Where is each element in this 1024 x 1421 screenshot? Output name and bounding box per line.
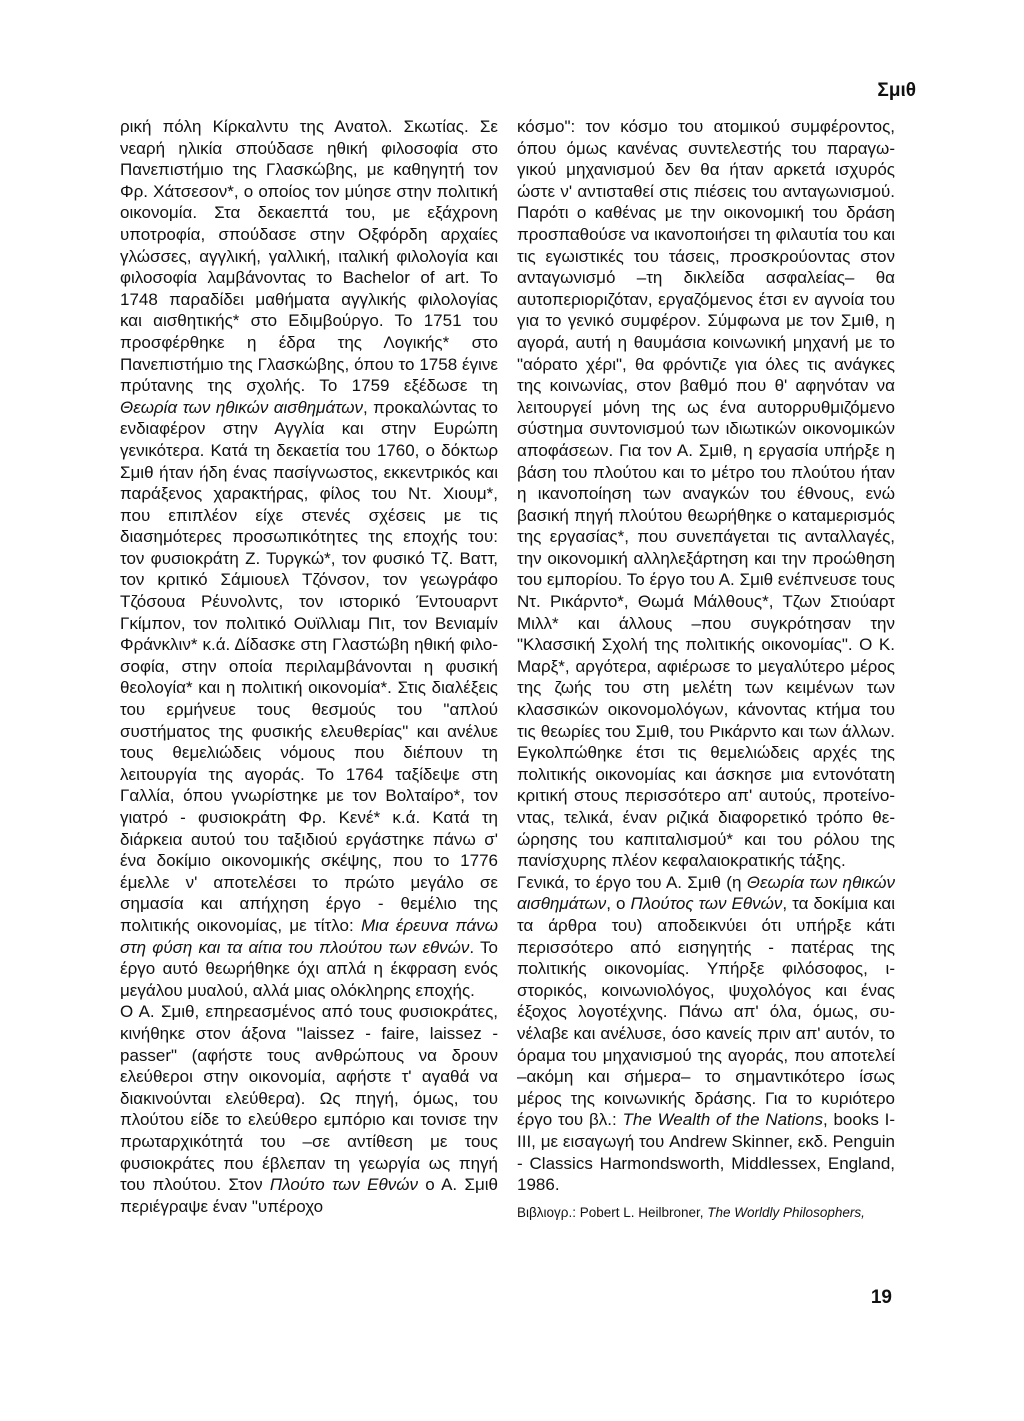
paragraph: [517, 872, 895, 1196]
bibliography-note: [517, 1202, 895, 1224]
text-span: ο Α. Σμιθ περιέγραψε έναν "υπέροχο: [120, 1175, 498, 1216]
book-title: Θεωρία των ηθικών αισθημάτων: [120, 397, 363, 417]
book-title: Θεωρία των ηθικών αισθημάτων: [517, 872, 895, 914]
right-column: [517, 116, 895, 1223]
paragraph: [120, 1001, 498, 1217]
text-span: . Το έργο αυτό θεωρήθηκε όχι απλά η έκφραση ενός μεγάλου μυαλού, αλλά μιας ολόκληρης εποχής.: [120, 937, 498, 1000]
book-title: Μια έρευνα πάνω στη φύση και τα αίτια του πλούτου των εθνών: [120, 915, 498, 957]
paragraph: [517, 116, 895, 872]
text-span: Γενικά, το έργο του Α. Σμιθ (η: [517, 872, 747, 892]
paragraph: [120, 116, 498, 1001]
text-span: , προκαλώντας το ενδιαφέρον στην Αγγλία και στην Ευρώπη γενικότερα. Κατά τη δεκαετία του 1760, ο δόκτωρ Σμιθ ήταν ήδη ένας πασίγνωστος, εκκεντρικός και παράξενος χαρακτήρας, φίλος του Ντ. Χιουμ*, που επιπλέον είχε στενές σχέσεις με τις διασημότερες προσωπικότητες της εποχής του: τον φυσιοκράτη Ζ. Τυργκώ*, τον φυσικό Τζ. Βατт, τον κριτικό Σάμιουελ Τζόνσον, τον γεωγράφο Τζόσουα Ρέυνολντς, τον ιστορικό Έντουαρντ Γκίμπον, τον πολιτικό Ουϊλλιαμ Πιτ, τον Βενιαμίν Φράνκλιν* κ.ά. Δίδασκε στη Γλαστώβη ηθική φιλοσοφία, στην οποία περιλαμβάνονται η φυσική θεολογία* και η πολιτική οικονομία*. Στις διαλέξεις του ερμήνευε τους θεσμούς του "απλού συστήματος της φυσικής ελευθερίας" και ανέλυε τους θεμελιώδεις νόμους που διέπουν τη λειτουργία της αγοράς. Το 1764 ταξίδεψε στη Γαλλία, όπου γνωρίστηκε με τον Βολταίρο*, τον γιατρό - φυσιοκράτη Φρ. Κενέ* κ.ά. Κατά τη διάρκεια αυτού του ταξιδιού εργάστηκε πάνω σ' ένα δοκίμιο οικονομικής σκέψης, που το 1776 έμελλε ν' αποτελέσει το πρώτο μεγάλο σε σημασία και απήχηση έργο - θεμέλιο της πολιτικής οικονομίας, με τίτλο:: [120, 397, 498, 935]
page-number: 19: [870, 1287, 892, 1308]
text-span: , books I-III, με εισαγωγή του Andrew Skinner, εκδ. Penguin - Classics Harmondsworth, Middlessex, England, 1986.: [517, 1110, 895, 1195]
text-span: Ο Α. Σμιθ, επηρεασμένος από τους φυσιοκράτες, κινήθηκε στον άξονα "laissez - faire, laissez - passer" (αφήστε τους ανθρώπους να δρουν ελεύθεροι στην οικονομία, αφήστε τ' αγαθά να διακινούνται ελεύθερα). Ως πηγή, όμως, του πλούτου είδε το ελεύθερο εμπόριο και τονισε την πρωταρχικότητά του –σε αντίθεση με τους φυσιοκράτες που έβλεπαν τη γεωργία ως πηγή του πλούτου. Στον: [120, 1002, 498, 1195]
book-title: Πλούτο των Εθνών: [269, 1175, 418, 1195]
text-span: ρική πόλη Κίρκαλντυ της Ανατολ. Σκωτίας. Σε νεαρή ηλικία σπούδασε ηθική φιλοσοφία στο Πανεπιστήμιο της Γλασκώβης, με καθηγητή τον Φρ. Χάτσεσον*, ο οποίος τον μύησε στην πολιτική οικονομία. Στα δεκαεπτά του, με εξάχρονη υποτροφία, σπούδασε στην Οξφόρδη αρχαίες γλώσσες, αγγλική, γαλλική, ιταλική φιλολογία και φιλοσοφία λαμβάνοντας το Bachelor of art. Το 1748 παραδίδει μαθήματα αγγλικής φιλολογίας και αισθητικής* στο Εδιμβούργο. Το 1751 του προσφέρθηκε η έδρα της Λογικής* στο Πανεπιστήμιο της Γλασκώβης, όπου το 1758 έγινε πρύτανης της σχολής. Το 1759 εξέδωσε τη: [120, 117, 498, 396]
text-span: , ο: [606, 894, 631, 914]
text-span: , τα δοκίμια και τα άρθρα του) αποδεικνύει ότι υπήρξε κάτι περισσότερο από εισηγητής - πατέρας της πολιτικής οικονομίας. Υπήρξε φιλόσοφος, ιστορικός, κοινωνιολόγος, ψυχολόγος και ένας έξοχος λογοτέχνης. Πάνω απ' όλα, όμως, συνέλαβε και ανέλυσε, όσο κανείς πριν απ' αυτόν, το όραμα του μηχανισμού της αγοράς, που αποτελεί –ακόμη και σήμερα– το σημαντικότερο ίσως μέρος της κοινωνικής δράσης. Για το κυριότερο έργο του βλ.:: [517, 894, 896, 1130]
left-column: [120, 116, 498, 1217]
book-title: Πλούτος των Εθνών: [630, 894, 783, 914]
running-head: Σμιθ: [877, 80, 916, 101]
book-title: The Wealth of the Nations: [622, 1110, 823, 1130]
text-span: Βιβλιογρ.: Pobert L. Heilbroner,: [517, 1204, 708, 1220]
text-span: κόσμο": τον κόσμο του ατομικού συμφέροντος, όπου όμως κανένας συντελεστής του παραγωγικού μηχανισμού δεν θα ήταν αρκετά ισχυρός ώστε ν' αντισταθεί στις πιέσεις του ανταγωνισμού. Παρότι ο καθένας με την οικονομική του δράση προσπαθούσε να ικανοποιήσει τη φιλαυτία του και τις εγωιστικές του τάσεις, προσκρούοντας στον ανταγωνισμό –τη δικλείδα ασφαλείας– θα αυτοπεριοριζόταν, εργαζόμενος έτσι εν αγνοία του για το γενικό συμφέρον. Σύμφωνα με τον Σμιθ, η αγορά, αυτή η θαυμάσια κοινωνική μηχανή με το "αόρατο χέρι", θα φρόντιζε για όλες τις ανάγκες της κοινωνίας, στον βαθμό που θ' αφηνόταν να λειτουργεί μόνη της ως ένα αυτορρυθμιζόμενο σύστημα συντονισμού των ιδιωτικών οικονομικών αποφάσεων. Για τον Α. Σμιθ, η εργασία υπήρξε η βάση του πλούτου και το μέτρο του πλούτου ήταν η ικανοποίηση των αναγκών του έθνους, ενώ βασική πηγή πλούτου θεωρήθηκε ο καταμερισμός της εργασίας*, που συνεπάγεται τις ανταλλαγές, την οικονομική αλληλεξάρτηση και την προώθηση του εμπορίου. Το έργο του Α. Σμιθ ενέπνευσε τους Ντ. Ρικάρντο*, Θωμά Μάλθους*, Τζων Στιούαρτ Μιλλ* και άλλους –που συγκρότησαν την "Κλασσική Σχολή της πολιτικής οικονομίας". Ο Κ. Μαρξ*, αργότερα, αφιέρωσε το μεγαλύτερο μέρος της ζωής του στη μελέτη των κειμένων των κλασσικών οικονομολόγων, κάνοντας κτήμα του τις θεωρίες του Σμιθ, του Ρικάρντο και των άλλων. Εγκολπώθηκε έτσι τις θεμελιώδεις αρχές της πολιτικής οικονομίας και άσκησε μια εντονότατη κριτική στους περισσότερο απ' αυτούς, προτείνοντας, τελικά, έναν ριζικά διαφορετικό τρόπο θεώρησης του καπιταλισμού* και του ρόλου της πανίσχυρης πλέον κεφαλαιοκρατικής τάξης.: [517, 117, 895, 871]
book-title: The Worldly Philosophers,: [707, 1204, 865, 1220]
